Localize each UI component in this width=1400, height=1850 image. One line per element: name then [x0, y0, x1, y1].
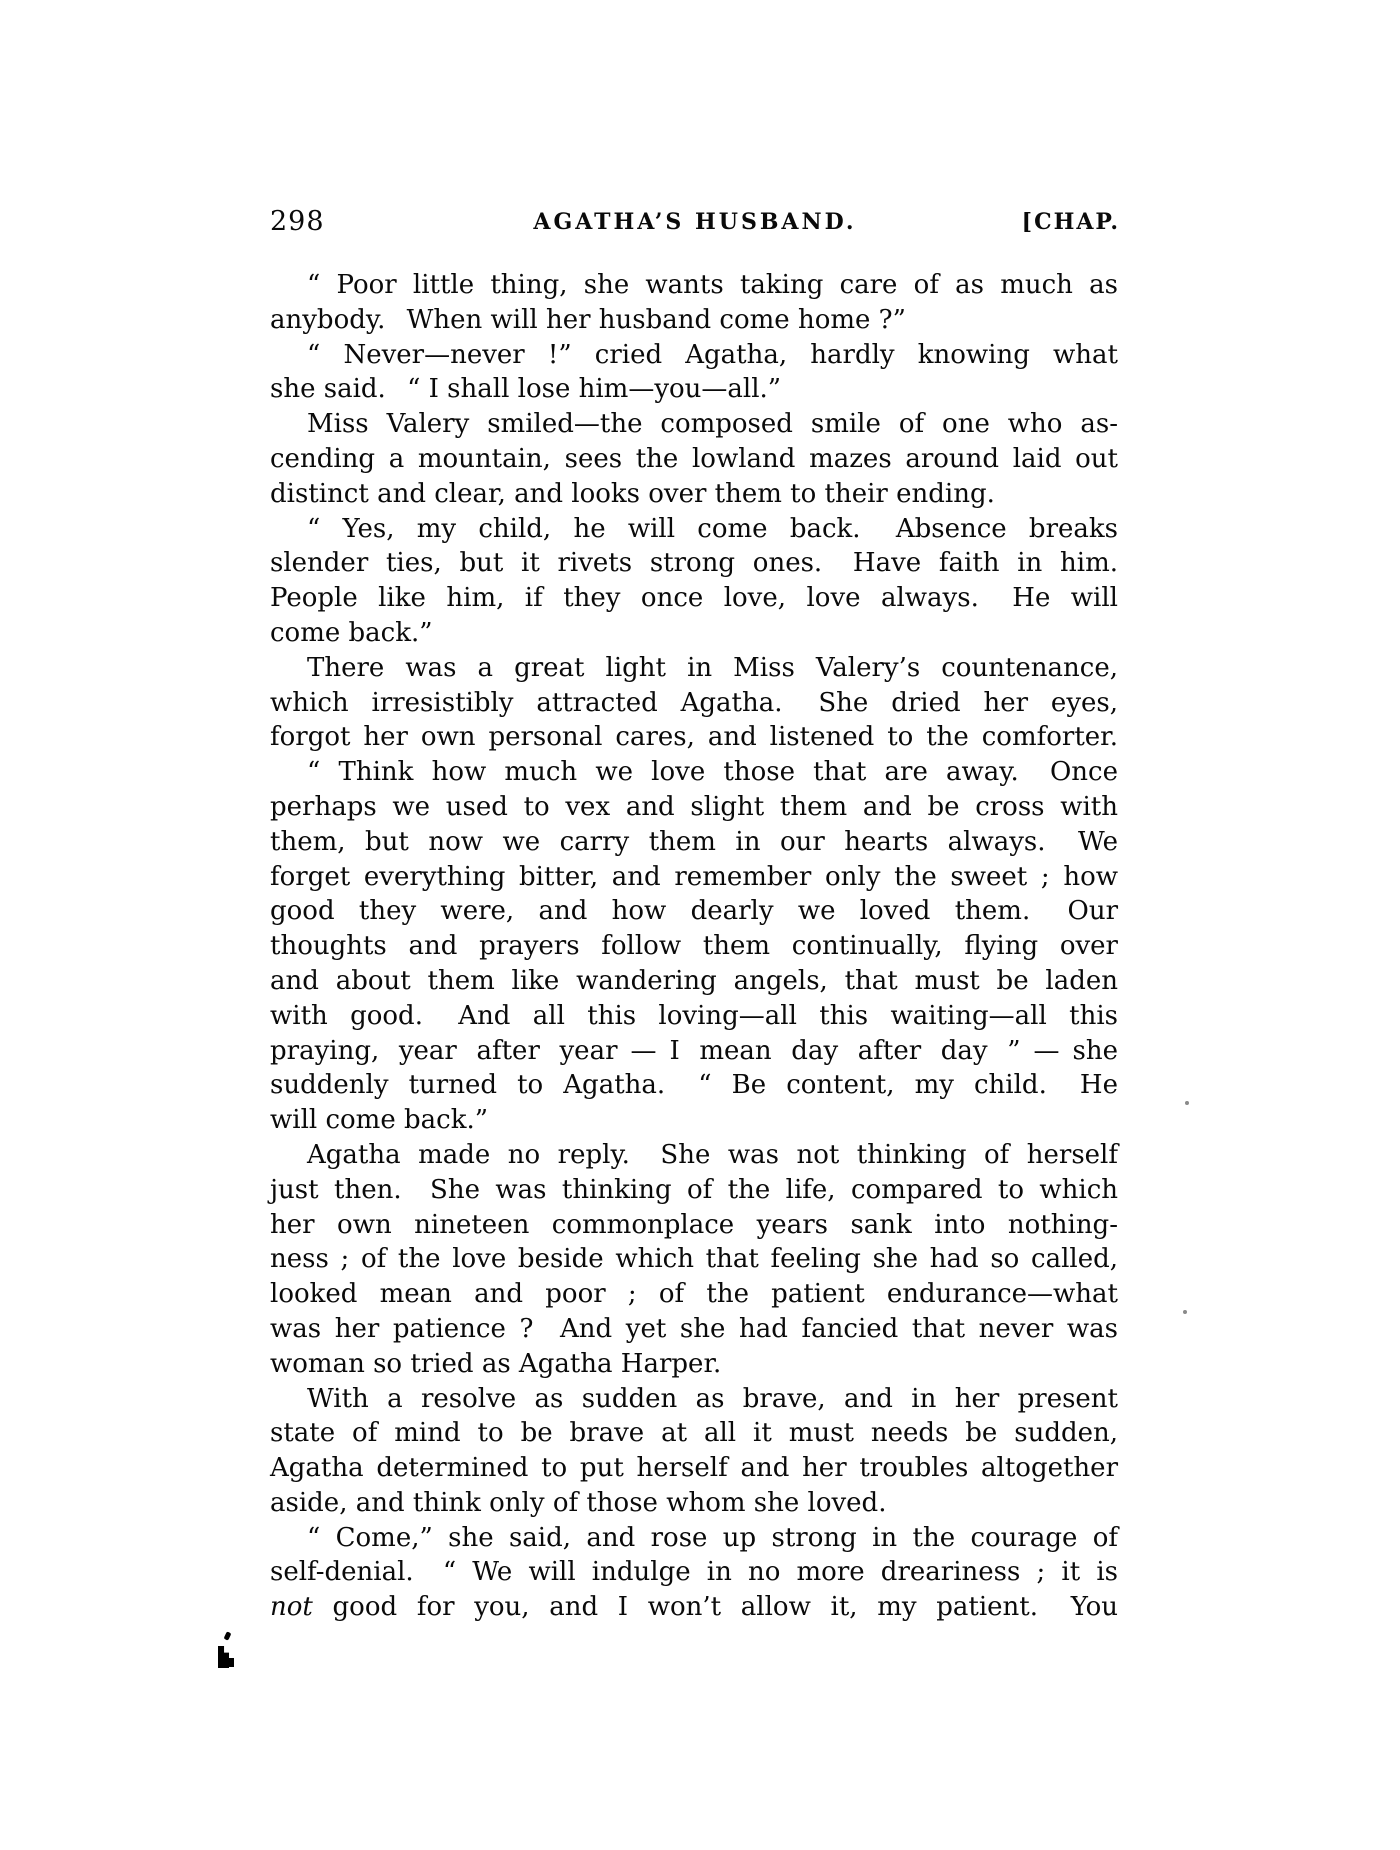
text-line: [270, 1590, 1118, 1625]
text-line: state of mind to be brave at all it must needs be sudden,: [270, 1418, 1118, 1449]
text-line: good they were, and how dearly we loved them. Our: [270, 896, 1118, 927]
text-line: them, but now we carry them in our hearts always. We: [270, 826, 1118, 857]
paragraph: [270, 1382, 1118, 1521]
text-line: distinct and clear, and looks over them to their ending.: [270, 478, 995, 509]
text-line: come back.”: [270, 617, 433, 648]
text-line: she said. “ I shall lose him—you—all.”: [270, 374, 782, 405]
text-line: self-denial. “ We will indulge in no more dreariness ; it is: [270, 1557, 1118, 1588]
text-line: slender ties, but it rivets strong ones. Have faith in him.: [270, 548, 1118, 579]
text-line: Agatha determined to put herself and her troubles altogether: [270, 1453, 1118, 1484]
paragraph: [270, 268, 1118, 338]
text-line: aside, and think only of those whom she loved.: [270, 1487, 887, 1518]
text-line: with good. And all this loving—all this waiting—all this: [270, 1000, 1118, 1031]
ink-dot: [224, 1631, 232, 1640]
text-line: her own nineteen commonplace years sank into nothing-: [270, 1209, 1118, 1240]
text-line: suddenly turned to Agatha. “ Be content, my child. He: [270, 1070, 1118, 1101]
line-rest: good for you, and I won’t allow it, my patient. You: [312, 1592, 1118, 1623]
text-line: “ Come,” she said, and rose up strong in the courage of: [307, 1522, 1118, 1553]
text-line: thoughts and prayers follow them continually, flying over: [270, 931, 1118, 962]
text-line: “ Yes, my child, he will come back. Absence breaks: [307, 513, 1118, 544]
text-line: forgot her own personal cares, and listened to the comforter.: [270, 722, 1118, 753]
text-line: praying, year after year — I mean day after day ” — she: [270, 1035, 1118, 1066]
text-line: People like him, if they once love, love always. He will: [270, 583, 1118, 614]
text-line: “ Poor little thing, she wants taking care of as much as: [307, 270, 1118, 300]
paragraph: [270, 512, 1118, 651]
text-line: looked mean and poor ; of the patient endurance—what: [270, 1279, 1118, 1310]
paragraph: [270, 755, 1118, 1138]
text-line: “ Think how much we love those that are away. Once: [307, 757, 1118, 788]
paragraph: [270, 651, 1118, 755]
text-line: Miss Valery smiled—the composed smile of one who as-: [307, 409, 1118, 440]
paragraph: [270, 1521, 1118, 1625]
paragraph: [270, 1138, 1118, 1382]
running-title: AGATHA’S HUSBAND.: [533, 209, 857, 235]
page-body: [270, 268, 1118, 1625]
text-line: ness ; of the love beside which that feeling she had so called,: [270, 1244, 1118, 1275]
scan-speck: [1183, 1310, 1187, 1314]
ink-mark: [216, 1632, 238, 1670]
page-number: 298: [270, 206, 325, 237]
text-line: anybody. When will her husband come home ?”: [270, 304, 906, 335]
page-header: [270, 206, 1120, 246]
text-line: just then. She was thinking of the life, compared to which: [270, 1174, 1118, 1205]
italic-word: not: [270, 1592, 313, 1623]
text-line: With a resolve as sudden as brave, and in her present: [307, 1383, 1118, 1414]
paragraph: [270, 407, 1118, 511]
text-line: and about them like wandering angels, that must be laden: [270, 965, 1118, 996]
text-line: was her patience ? And yet she had fancied that never was: [270, 1313, 1118, 1344]
scan-speck: [1185, 1101, 1189, 1105]
text-line: will come back.”: [270, 1105, 489, 1136]
chapter-marker: [CHAP.: [1021, 209, 1120, 235]
text-line: “ Never—never !” cried Agatha, hardly knowing what: [307, 339, 1118, 370]
text-line: woman so tried as Agatha Harper.: [270, 1348, 722, 1379]
paragraph: [270, 338, 1118, 408]
text-line: There was a great light in Miss Valery’s countenance,: [307, 652, 1118, 683]
text-line: forget everything bitter, and remember only the sweet ; how: [270, 861, 1118, 892]
text-line: which irresistibly attracted Agatha. She dried her eyes,: [270, 687, 1118, 718]
text-line: Agatha made no reply. She was not thinking of herself: [307, 1139, 1118, 1170]
text-line: cending a mountain, sees the lowland mazes around laid out: [270, 443, 1118, 474]
text-line: perhaps we used to vex and slight them and be cross with: [270, 791, 1118, 822]
ink-foot: [226, 1658, 234, 1667]
